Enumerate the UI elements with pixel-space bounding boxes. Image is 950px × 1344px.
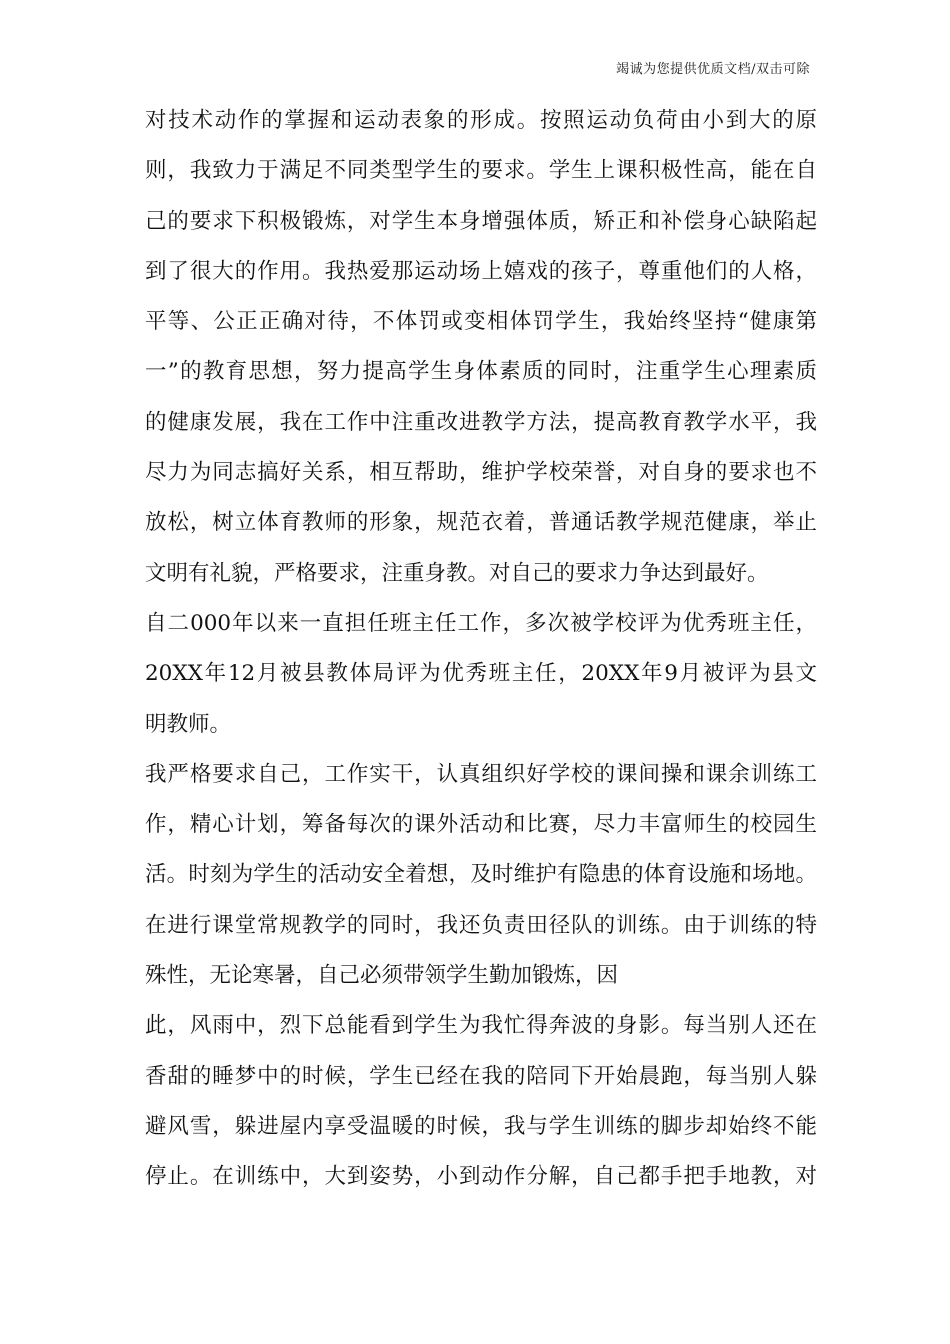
text-line: 对技术动作的掌握和运动表象的形成。按照运动负荷由小到大的原	[145, 108, 817, 133]
text-line: 到了很大的作用。我热爱那运动场上嬉戏的孩子，尊重他们的人格，	[145, 258, 817, 284]
text-line: 一”的教育思想，努力提高学生身体素质的同时，注重学生心理素质	[145, 359, 817, 385]
text-line: 在进行课堂常规教学的同时，我还负责田径队的训练。由于训练的特	[145, 912, 817, 938]
text-line: 则，我致力于满足不同类型学生的要求。学生上课积极性高，能在自	[145, 158, 817, 184]
text-line: 此，风雨中，烈下总能看到学生为我忙得奔波的身影。每当别人还在	[145, 1013, 817, 1039]
text-line: 的健康发展，我在工作中注重改进教学方法，提高教育教学水平，我	[145, 409, 817, 435]
text-line: 尽力为同志搞好关系，相互帮助，维护学校荣誉，对自身的要求也不	[145, 460, 817, 486]
text-line: 我严格要求自己，工作实干，认真组织好学校的课间操和课余训练工	[145, 761, 817, 787]
text-line: 殊性，无论寒暑，自己必须带领学生勤加锻炼，因	[145, 963, 619, 989]
body-text	[145, 96, 817, 1203]
text-line: 香甜的睡梦中的时候，学生已经在我的陪同下开始晨跑，每当别人躲	[145, 1063, 817, 1089]
text-line: 活。时刻为学生的活动安全着想，及时维护有隐患的体育设施和场地。	[145, 862, 817, 888]
text-line: 己的要求下积极锻炼，对学生本身增强体质，矫正和补偿身心缺陷起	[145, 208, 817, 234]
text-line: 文明有礼貌，严格要求，注重身教。对自己的要求力争达到最好。	[145, 560, 769, 586]
text-line: 20XX年12月被县教体局评为优秀班主任，20XX年9月被评为县文	[145, 661, 817, 687]
text-line: 平等、公正正确对待，不体罚或变相体罚学生，我始终坚持“健康第	[145, 309, 817, 335]
text-line: 放松，树立体育教师的形象，规范衣着，普通话教学规范健康，举止	[145, 510, 817, 536]
text-line: 自二000年以来一直担任班主任工作，多次被学校评为优秀班主任，	[145, 610, 817, 636]
text-line: 作，精心计划，筹备每次的课外活动和比赛，尽力丰富师生的校园生	[145, 812, 817, 838]
text-line: 明教师。	[145, 711, 232, 737]
text-line: 停止。在训练中，大到姿势，小到动作分解，自己都手把手地教，对	[145, 1164, 817, 1190]
header-note: 竭诚为您提供优质文档/双击可除	[616, 62, 810, 77]
text-line: 避风雪，躲进屋内享受温暖的时候，我与学生训练的脚步却始终不能	[145, 1113, 817, 1139]
